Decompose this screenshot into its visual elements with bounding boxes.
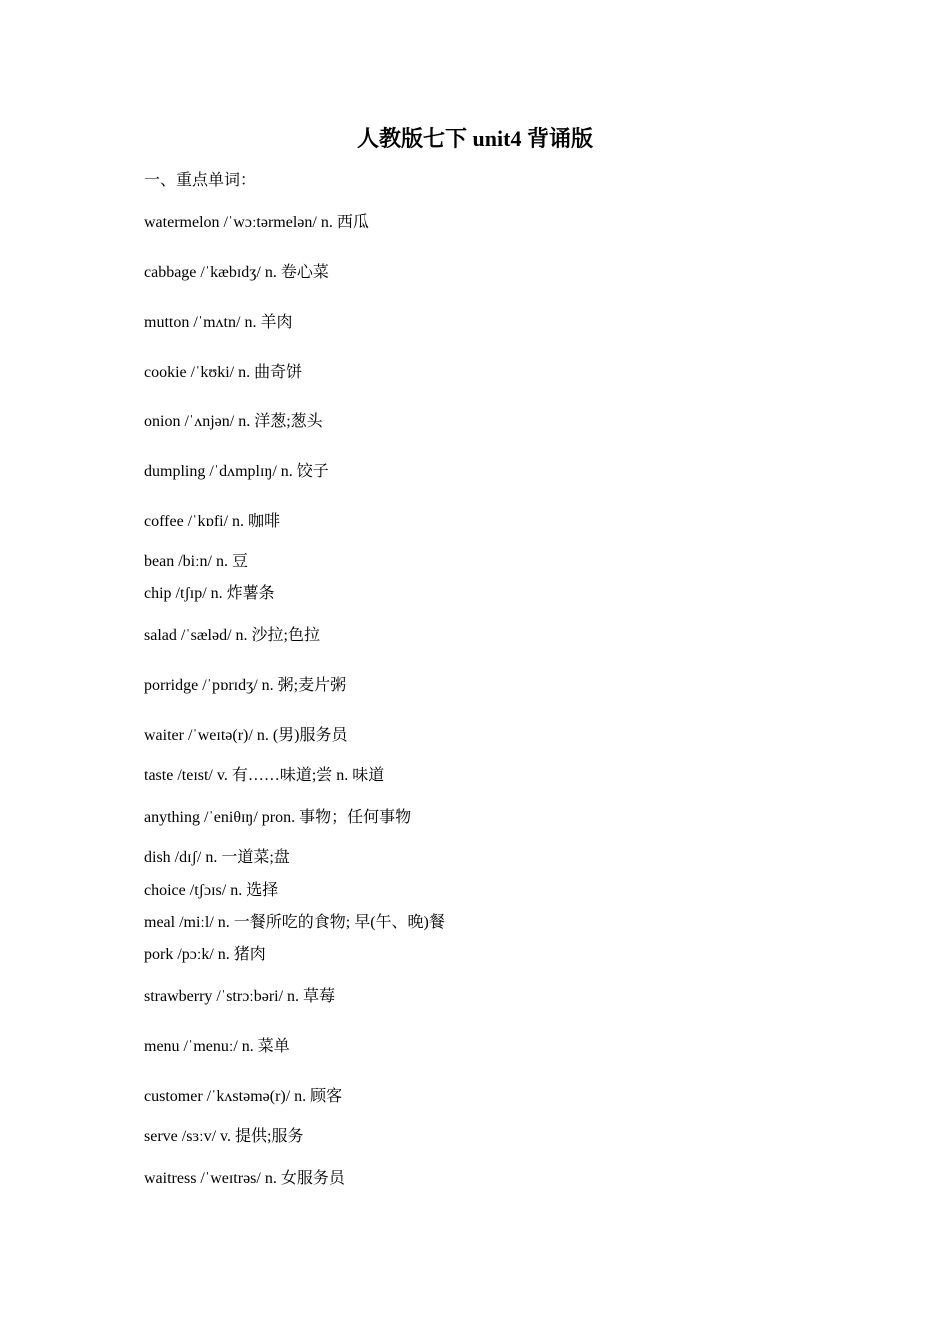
vocab-entry: customer /ˈkʌstəmə(r)/ n. 顾客 [144, 1088, 343, 1105]
vocab-entry: cookie /ˈkʊki/ n. 曲奇饼 [144, 364, 303, 381]
vocab-entry: menu /ˈmenuː/ n. 菜单 [144, 1038, 290, 1055]
section-heading: 一、重点单词： [144, 172, 257, 189]
vocab-entry: coffee /ˈkɒfi/ n. 咖啡 [144, 513, 281, 530]
vocab-entry: meal /miːl/ n. 一餐所吃的食物; 早(午、晚)餐 [144, 914, 445, 931]
vocab-entry: onion /ˈʌnjən/ n. 洋葱;葱头 [144, 413, 323, 430]
vocab-entry: mutton /ˈmʌtn/ n. 羊肉 [144, 314, 293, 331]
vocab-entry: anything /ˈeniθɪŋ/ pron. 事物；任何事物 [144, 809, 412, 826]
vocab-entry: porridge /ˈpɒrɪdʒ/ n. 粥;麦片粥 [144, 677, 347, 694]
page-title: 人教版七下 unit4 背诵版 [357, 126, 593, 151]
vocab-entry: serve /sɜːv/ v. 提供;服务 [144, 1128, 304, 1145]
vocab-entry: cabbage /ˈkæbɪdʒ/ n. 卷心菜 [144, 264, 329, 281]
vocab-entry: choice /tʃɔɪs/ n. 选择 [144, 882, 279, 899]
vocab-entry: watermelon /ˈwɔːtərmelən/ n. 西瓜 [144, 214, 369, 231]
vocab-entry: dumpling /ˈdʌmplɪŋ/ n. 饺子 [144, 463, 329, 480]
vocab-entry: bean /biːn/ n. 豆 [144, 553, 248, 570]
vocab-entry: pork /pɔːk/ n. 猪肉 [144, 946, 266, 963]
vocab-entry: dish /dɪʃ/ n. 一道菜;盘 [144, 849, 290, 866]
vocab-entry: chip /tʃɪp/ n. 炸薯条 [144, 585, 275, 602]
vocab-entry: waiter /ˈweɪtə(r)/ n. (男)服务员 [144, 727, 348, 744]
vocab-entry: strawberry /ˈstrɔːbəri/ n. 草莓 [144, 988, 336, 1005]
vocab-entry: salad /ˈsæləd/ n. 沙拉;色拉 [144, 627, 320, 644]
vocab-entry: taste /teɪst/ v. 有……味道;尝 n. 味道 [144, 767, 385, 784]
vocab-entry: waitress /ˈweɪtrəs/ n. 女服务员 [144, 1170, 345, 1187]
